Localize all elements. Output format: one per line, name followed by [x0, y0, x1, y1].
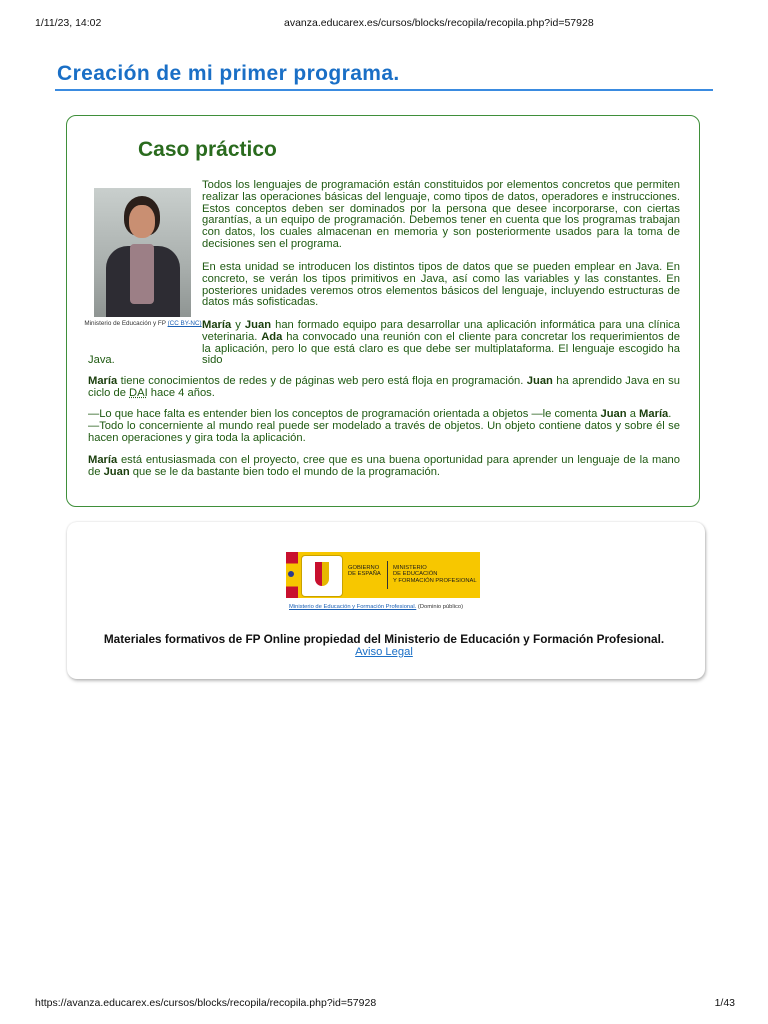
name-ada: Ada [261, 330, 283, 343]
materials-notice: Materiales formativos de FP Online propiedad del Ministerio de Educación y Formación Profesional. [103, 632, 665, 646]
photo-caption-text: Ministerio de Educación y FP [84, 320, 166, 327]
print-header-url: avanza.educarex.es/cursos/blocks/recopila/recopila.php?id=57928 [284, 17, 594, 29]
name-juan: Juan [244, 319, 272, 331]
abbr-dai[interactable]: DAI [129, 386, 148, 399]
case-paragraph-3-end: Java. [88, 354, 115, 366]
photo-caption [84, 320, 202, 328]
name-maria: María [639, 408, 669, 420]
name-juan: Juan [600, 408, 627, 420]
name-maria: María [88, 375, 118, 387]
case-paragraph-6: María está entusiasmada con el proyecto, cree que es una buena oportunidad para aprender un lenguaje de la mano de Juan que se le da bastante bien todo el mundo de la programación. [88, 454, 680, 478]
print-date: 1/11/23, 14:02 [35, 17, 102, 29]
photo-license-link[interactable]: (CC BY-NC) [167, 320, 202, 327]
spain-flag-icon [286, 552, 298, 598]
logo-caption [289, 604, 463, 610]
logo-divider [387, 561, 388, 589]
logo-government-text: GOBIERNO DE ESPAÑA [348, 565, 381, 578]
case-paragraph-5: —Lo que hace falta es entender bien los conceptos de programación orientada a objetos —le comenta Juan a María. —Todo lo concerniente al mundo real puede ser modelado a través de objetos. Un objeto contiene datos y sobre él se hacen operaciones y gira toda la aplicación. [88, 408, 680, 444]
page-number: 1/43 [714, 997, 735, 1009]
case-paragraph-3: María y Juan han formado equipo para desarrollar una aplicación informática para una clínica veterinaria. Ada ha convocado una reunión con el cliente para concretar los requerimientos de la aplicación, pero lo que está claro es que debe ser multiplataforma. El lenguaje escogido ha sido [202, 319, 680, 367]
ministry-logo [286, 552, 480, 598]
name-maria: María [88, 454, 118, 466]
case-paragraph-4: María tiene conocimientos de redes y de páginas web pero está floja en programación. Juan ha aprendido Java en su ciclo de DAI hace 4 años. [88, 375, 680, 399]
page-title: Creación de mi primer programa. [57, 62, 400, 85]
author-photo [94, 188, 191, 317]
case-heading: Caso práctico [138, 138, 277, 161]
print-footer-url: https://avanza.educarex.es/cursos/blocks/recopila/recopila.php?id=57928 [35, 997, 377, 1009]
name-maria: María [202, 319, 232, 331]
ministry-link[interactable]: Ministerio de Educación y Formación Profesional. [289, 604, 417, 610]
name-juan: Juan [103, 465, 130, 478]
logo-ministry-text: MINISTERIO DE EDUCACIÓN Y FORMACIÓN PROFESIONAL [393, 565, 477, 584]
aviso-legal-link[interactable]: Aviso Legal [355, 646, 413, 658]
coat-of-arms-icon [301, 555, 343, 597]
name-juan: Juan [526, 375, 553, 387]
case-paragraph-2: En esta unidad se introducen los distintos tipos de datos que se pueden emplear en Java. En concreto, se verán los tipos primitivos en Java, así como las variables y las constantes. En posteriores unidades veremos otros elementos básicos del lenguaje, incluyendo estructuras de datos más sofisticadas. [202, 261, 680, 309]
case-paragraph-1: Todos los lenguajes de programación están constituidos por elementos concretos que permiten realizar las operaciones básicas del lenguaje, como tipos de datos, operadores e instrucciones. Estos conceptos deben ser dominados por la persona que desee incorporarse, con ciertas garantías, a un equipo de programación. Debemos tener en cuenta que los programas trabajan con datos, los cuales almacenan en memoria y son posteriormente usados para la toma de decisiones sen el programa. [202, 179, 680, 250]
logo-license: (Dominio público) [417, 604, 464, 610]
title-divider [55, 89, 713, 91]
